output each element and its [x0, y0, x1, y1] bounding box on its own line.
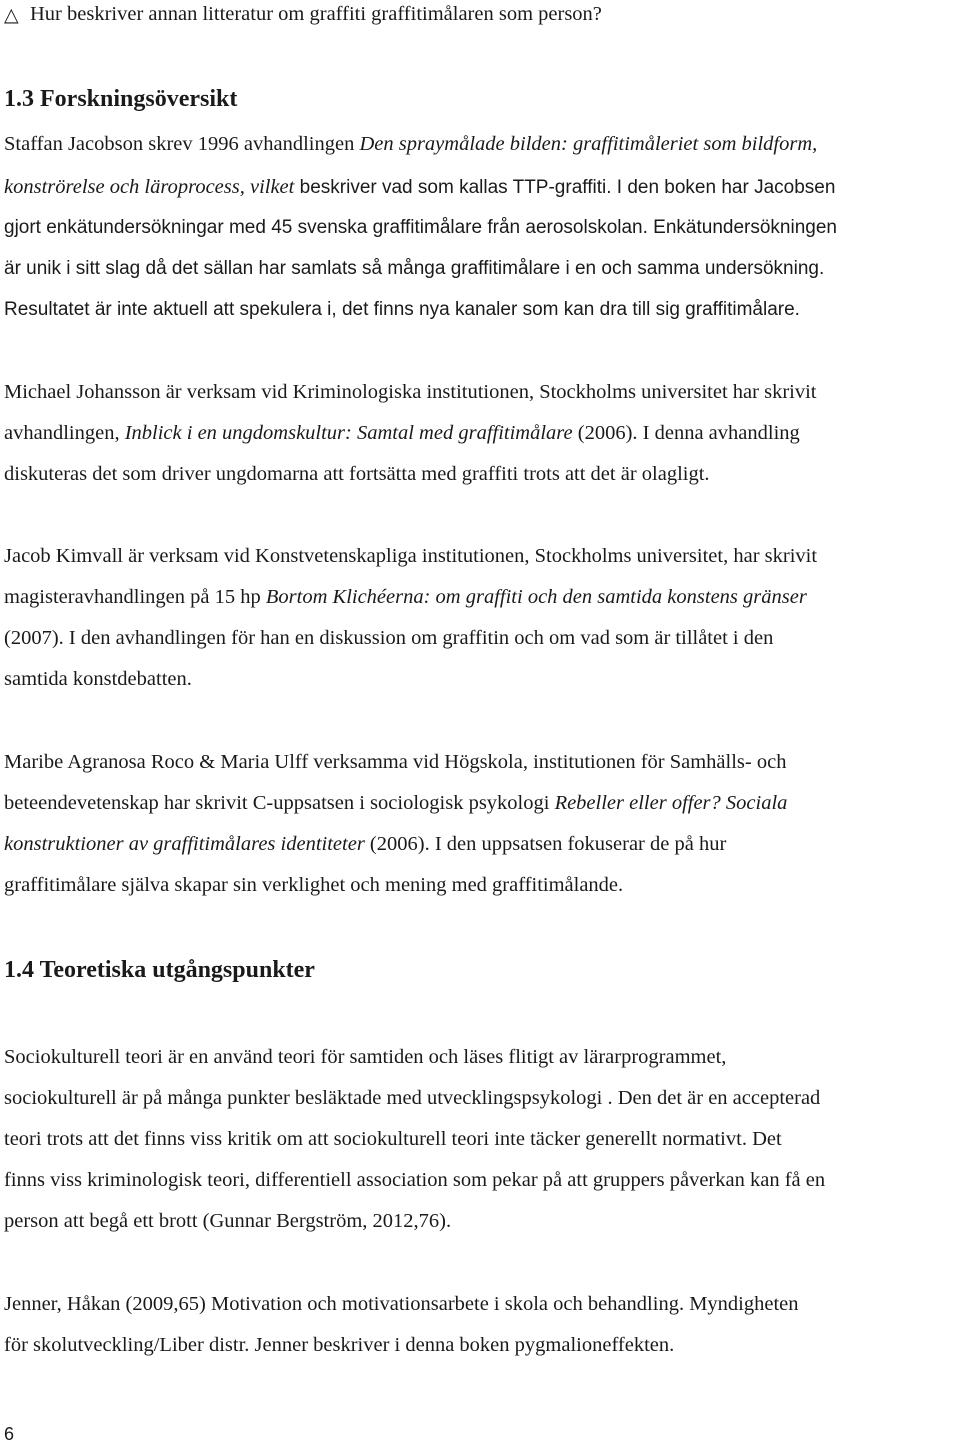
paragraph-line: Maribe Agranosa Roco & Maria Ulff verksamma vid Högskola, institutionen för Samhälls- och: [4, 751, 787, 773]
text-run: avhandlingen,: [4, 422, 125, 444]
text-run: Staffan Jacobson skrev 1996 avhandlingen: [4, 133, 360, 155]
paragraph-line: [4, 132, 817, 156]
paragraph-line: Resultatet är inte aktuell att spekulera i, det finns nya kanaler som kan dra till sig graffitimålare.: [4, 299, 800, 320]
paragraph-line: [4, 585, 807, 609]
book-title: Rebeller eller offer? Sociala: [554, 792, 788, 814]
section-heading-1-4: 1.4 Teoretiska utgångspunkter: [4, 957, 315, 983]
book-title: Inblick i en ungdomskultur: Samtal med graffitimålare: [124, 422, 573, 444]
paragraph-line: [4, 421, 800, 445]
text-run: magisteravhandlingen på 15 hp: [4, 586, 266, 608]
paragraph-line: (2007). I den avhandlingen för han en diskussion om graffitin och om vad som är tillåtet i den: [4, 627, 774, 649]
paragraph-line: person att begå ett brott (Gunnar Bergström, 2012,76).: [4, 1210, 452, 1232]
paragraph-line: diskuteras det som driver ungdomarna att fortsätta med graffiti trots att det är olagligt.: [4, 463, 710, 485]
paragraph-line: samtida konstdebatten.: [4, 668, 192, 690]
paragraph-line: [4, 175, 835, 200]
section-heading-1-3: 1.3 Forskningsöversikt: [4, 86, 238, 112]
text-run: beteendevetenskap har skrivit C-uppsatsen i sociologisk psykologi: [4, 792, 555, 814]
triangle-bullet-icon: △: [4, 4, 19, 26]
paragraph-line: Sociokulturell teori är en använd teori för samtiden och läses flitigt av lärarprogrammet,: [4, 1046, 727, 1068]
paragraph-line: gjort enkätundersökningar med 45 svenska graffitimålare från aerosolskolan. Enkätundersökningen: [4, 217, 837, 238]
paragraph-line: teori trots att det finns viss kritik om att sociokulturell teori inte täcker generellt normativt. Det: [4, 1128, 782, 1150]
paragraph-line: Michael Johansson är verksam vid Kriminologiska institutionen, Stockholms universitet har skrivit: [4, 381, 817, 403]
paragraph-line: finns viss kriminologisk teori, differentiell association som pekar på att gruppers påverkan kan få en: [4, 1169, 826, 1191]
paragraph-line: för skolutveckling/Liber distr. Jenner beskriver i denna boken pygmalioneffekten.: [4, 1334, 675, 1356]
text-run: (2006). I denna avhandling: [572, 422, 800, 444]
paragraph-line: graffitimålare själva skapar sin verklighet och mening med graffitimålande.: [4, 874, 624, 896]
page-number: 6: [4, 1424, 15, 1444]
paragraph-line: Jenner, Håkan (2009,65) Motivation och motivationsarbete i skola och behandling. Myndigheten: [4, 1293, 799, 1315]
paragraph-line: sociokulturell är på många punkter besläktade med utvecklingspsykologi . Den det är en accepterad: [4, 1087, 821, 1109]
paragraph-line: [4, 832, 726, 856]
text-run: beskriver vad som kallas TTP-graffiti. I den boken har Jacobsen: [294, 177, 836, 198]
paragraph-line: [4, 791, 787, 815]
book-title: konströrelse och läroprocess, vilket: [4, 176, 295, 198]
book-title: Bortom Klichéerna: om graffiti och den samtida konstens gränser: [265, 586, 807, 608]
book-title: Den spraymålade bilden: graffitimåleriet som bildform,: [359, 133, 818, 155]
text-run: (2006). I den uppsatsen fokuserar de på hur: [364, 833, 727, 855]
paragraph-line: är unik i sitt slag då det sällan har samlats så många graffitimålare i en och samma undersökning.: [4, 258, 825, 279]
book-title: konstruktioner av graffitimålares identiteter: [4, 833, 365, 855]
paragraph-line: Jacob Kimvall är verksam vid Konstvetenskapliga institutionen, Stockholms universitet, har skrivit: [4, 545, 818, 567]
bullet-question: Hur beskriver annan litteratur om graffiti graffitimålaren som person?: [30, 3, 602, 25]
